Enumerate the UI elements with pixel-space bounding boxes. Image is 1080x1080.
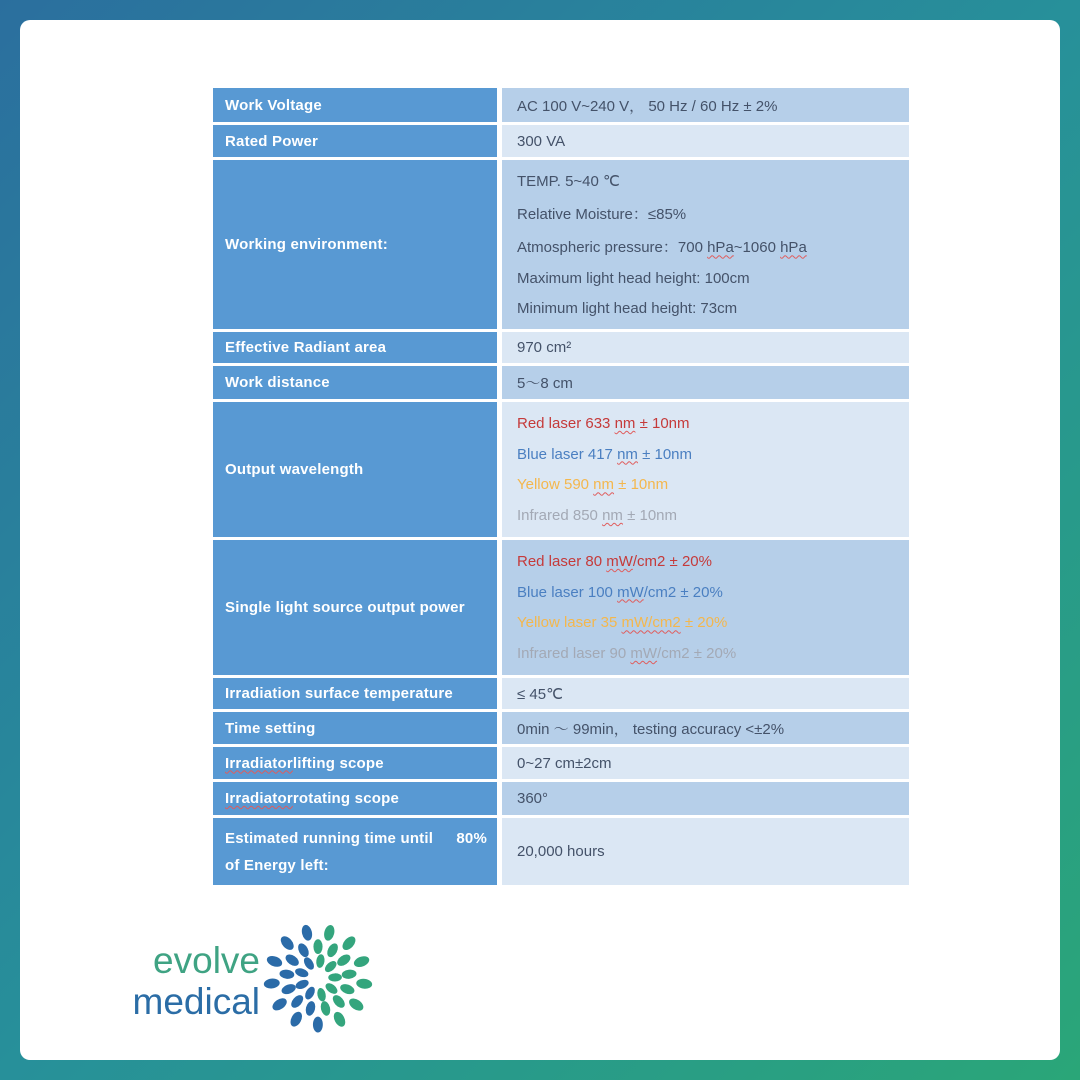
logo-word-medical: medical [132,981,260,1022]
row-label-work-voltage: Work Voltage [213,88,497,122]
power-infrared: Infrared laser 90 mW/cm2 ± 20% [517,645,737,663]
power-blue: Blue laser 100 mW/cm2 ± 20% [517,583,723,601]
power-red: Red laser 80 mW/cm2 ± 20% [517,552,712,570]
spec-table [213,88,909,885]
wavelength-infrared: Infrared 850 nm ± 10nm [517,507,677,525]
row-label-radiant-area: Effective Radiant area [213,332,497,363]
row-value-work-voltage: AC 100 V~240 V， 50 Hz / 60 Hz ± 2% [502,88,909,122]
logo-word-evolve: evolve [153,940,260,981]
env-pressure: Atmospheric pressure：700 hPa~1060 hPa [517,239,807,257]
row-label-surface-temperature: Irradiation surface temperature [213,678,497,709]
row-value-radiant-area: 970 cm² [502,332,909,363]
row-label-output-power: Single light source output power [213,540,497,675]
row-label-output-wavelength: Output wavelength [213,402,497,537]
env-moisture: Relative Moisture：≤85% [517,205,687,223]
logo-mark-burst-icon [261,916,375,1040]
row-label-rotating-scope: Irradiator rotating scope [213,782,497,815]
row-value-time-setting: 0min ～ 99min， testing accuracy <±2% [502,712,909,744]
wavelength-blue: Blue laser 417 nm ± 10nm [517,445,693,463]
row-value-output-wavelength [502,402,909,537]
logo-wordmark [82,940,260,1022]
env-temp: TEMP. 5~40 ℃ [517,173,620,191]
row-label-work-distance: Work distance [213,366,497,399]
power-yellow: Yellow laser 35 mW/cm2 ± 20% [517,614,728,632]
wavelength-red: Red laser 633 nm ± 10nm [517,414,690,432]
row-label-time-setting: Time setting [213,712,497,744]
row-value-rated-power: 300 VA [502,125,909,157]
row-value-lifting-scope: 0~27 cm±2cm [502,747,909,779]
env-min-height: Minimum light head height: 73cm [517,299,738,317]
row-label-lifting-scope: Irradiator lifting scope [213,747,497,779]
row-value-working-environment [502,160,909,329]
content-card [20,20,1060,1060]
row-value-running-time: 20,000 hours [502,818,909,885]
env-max-height: Maximum light head height: 100cm [517,270,750,288]
row-value-rotating-scope: 360° [502,782,909,815]
wavelength-yellow: Yellow 590 nm ± 10nm [517,476,669,494]
row-label-working-environment: Working environment: [213,160,497,329]
row-label-rated-power: Rated Power [213,125,497,157]
row-label-running-time: Estimated running time until 80% of Energy left: [213,818,497,885]
row-value-surface-temperature: ≤ 45℃ [502,678,909,709]
row-value-work-distance: 5～8 cm [502,366,909,399]
row-value-output-power [502,540,909,675]
